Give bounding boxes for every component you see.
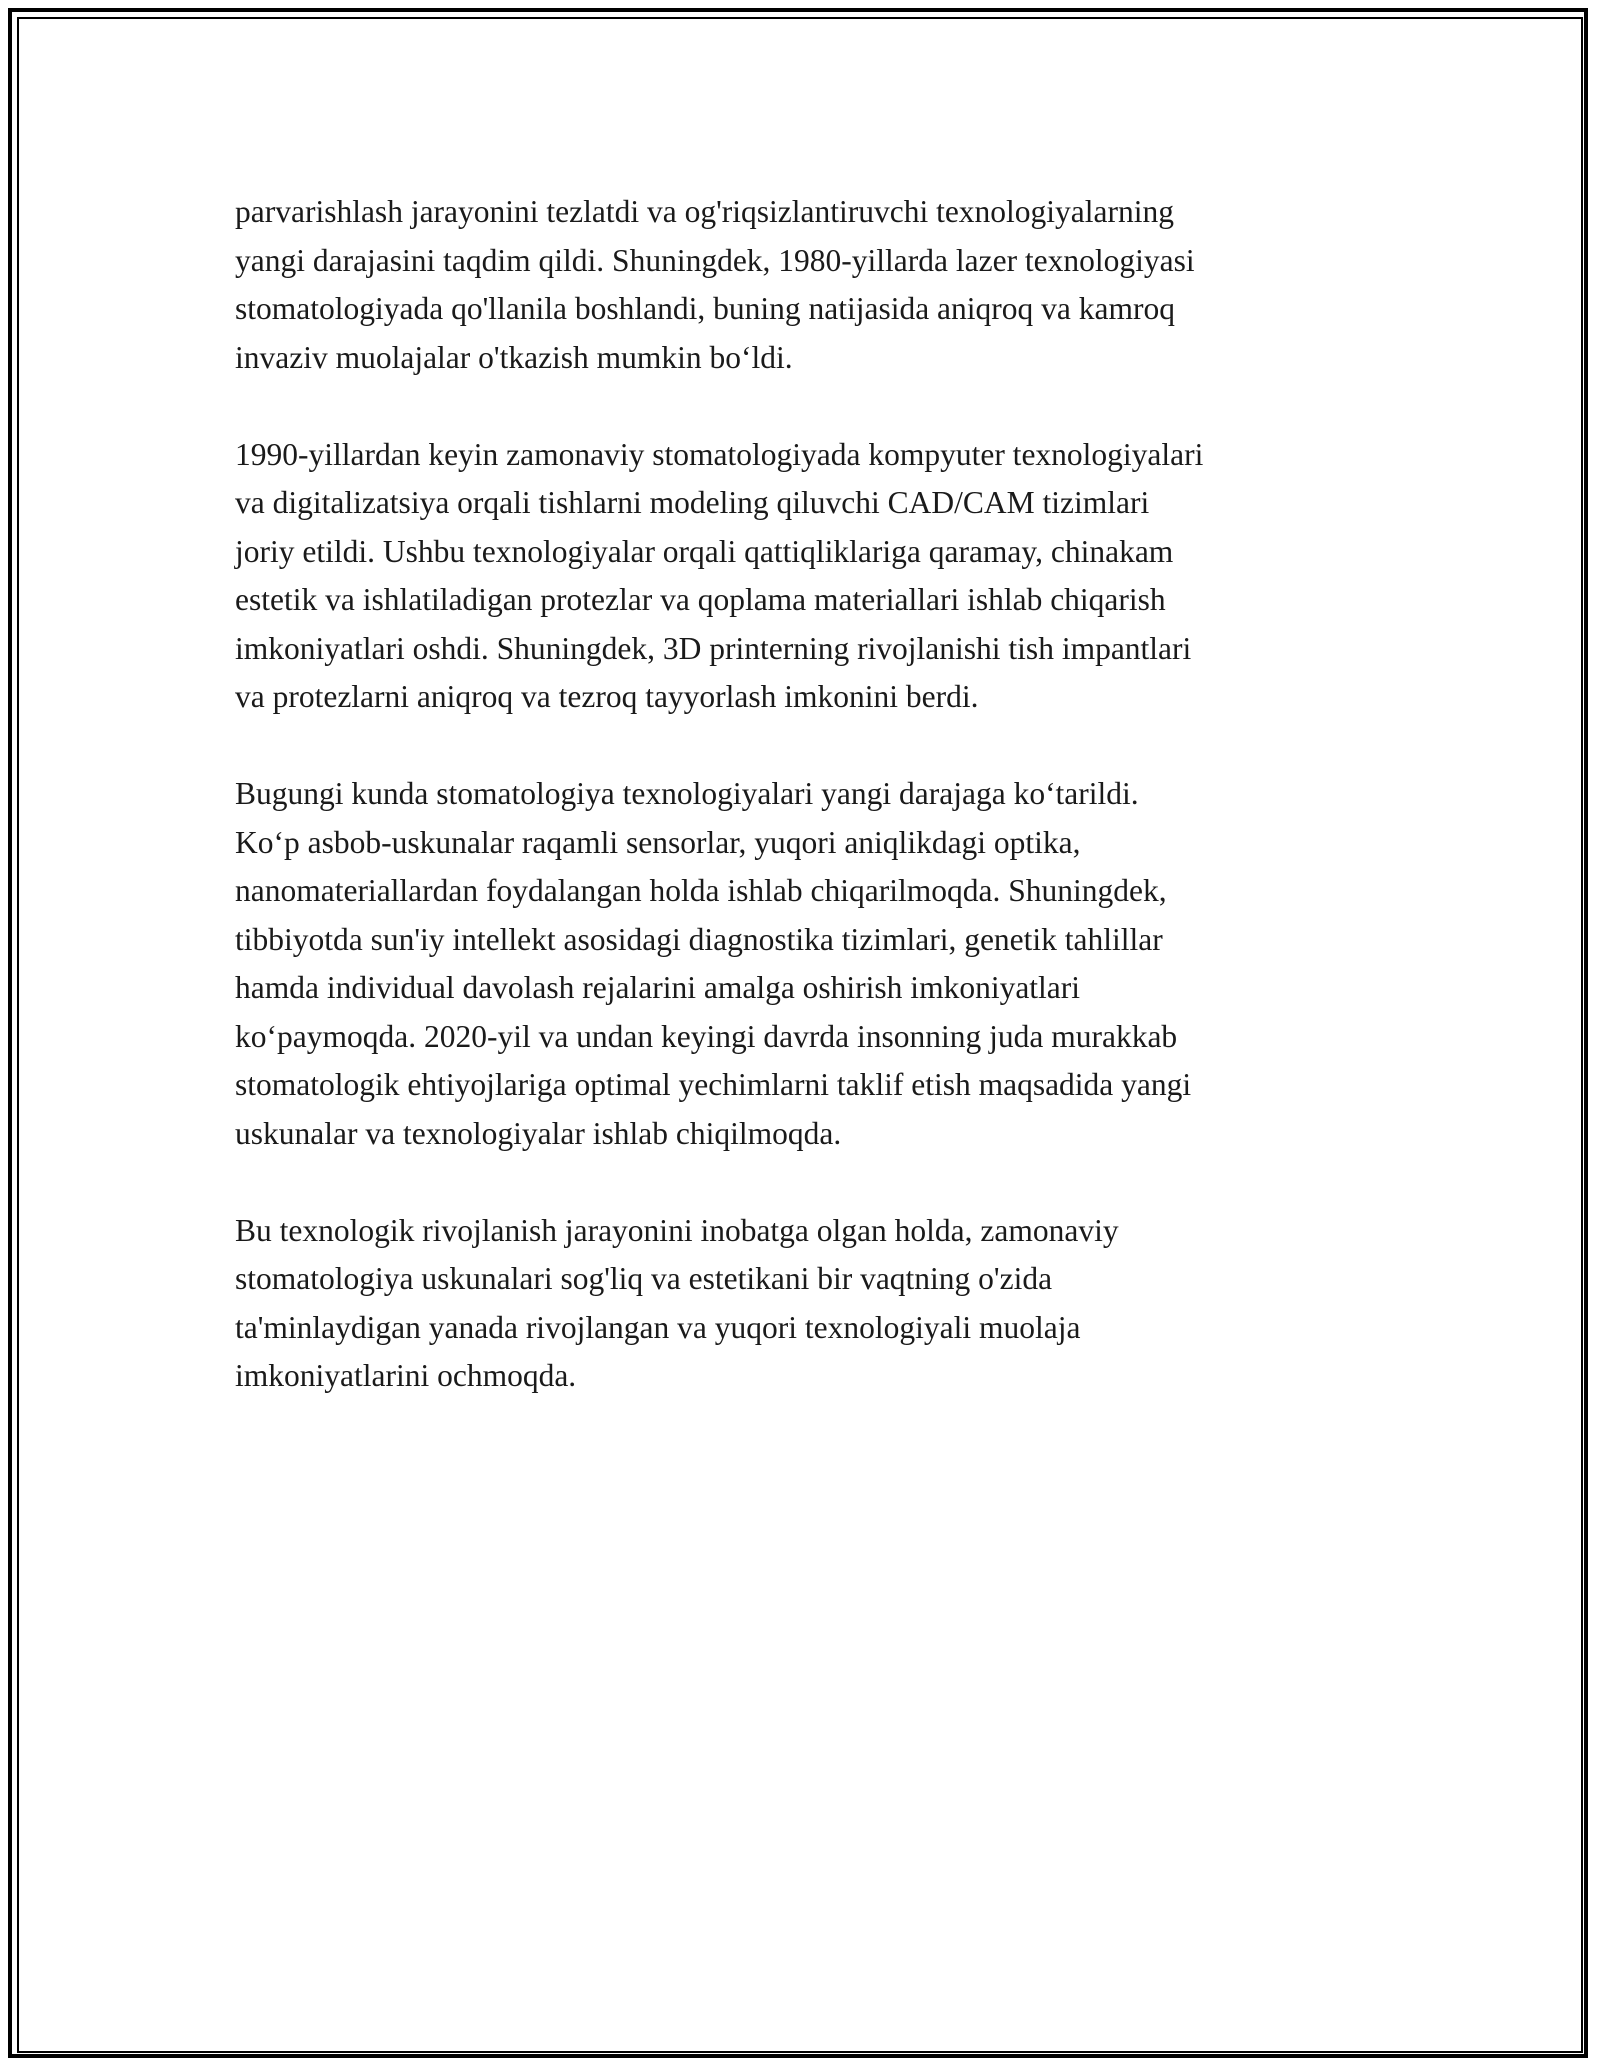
paragraph-spacer xyxy=(235,722,1375,771)
text-line: va protezlarni aniqroq va tezroq tayyorlash imkonini berdi. xyxy=(235,679,979,714)
paragraph-4 xyxy=(235,1207,1375,1401)
text-line: joriy etildi. Ushbu texnologiyalar orqali qattiqliklariga qaramay, chinakam xyxy=(235,533,1174,569)
text-line: Bugungi kunda stomatologiya texnologiyalari yangi darajaga koʻtarildi. xyxy=(235,776,1139,811)
text-line: stomatologiya uskunalari sog'liq va estetikani bir vaqtning o'zida xyxy=(235,1261,1053,1296)
document-body xyxy=(235,188,1375,1401)
text-line: Bu texnologik rivojlanish jarayonini inobatga olgan holda, zamonaviy xyxy=(235,1212,1119,1248)
text-line: hamda individual davolash rejalarini amalga oshirish imkoniyatlari xyxy=(235,970,1081,1005)
text-line: estetik va ishlatiladigan protezlar va qoplama materiallari ishlab chiqarish xyxy=(235,582,1166,617)
paragraph-spacer xyxy=(235,1158,1375,1207)
text-line: nanomateriallardan foydalangan holda ishlab chiqarilmoqda. Shuningdek, xyxy=(235,873,1167,908)
text-line: Koʻp asbob-uskunalar raqamli sensorlar, yuqori aniqlikdagi optika, xyxy=(235,824,1081,860)
text-line: yangi darajasini taqdim qildi. Shuningdek, 1980-yillarda lazer texnologiyasi xyxy=(235,242,1195,278)
paragraph-spacer xyxy=(235,382,1375,431)
text-line: invaziv muolajalar o'tkazish mumkin boʻldi. xyxy=(235,339,793,375)
paragraph-3 xyxy=(235,770,1375,1158)
text-line: va digitalizatsiya orqali tishlarni modeling qiluvchi CAD/CAM tizimlari xyxy=(235,485,1150,520)
paragraph-2 xyxy=(235,431,1375,722)
text-line: tibbiyotda sun'iy intellekt asosidagi diagnostika tizimlari, genetik tahlillar xyxy=(235,921,1163,957)
text-line: parvarishlash jarayonini tezlatdi va og'riqsizlantiruvchi texnologiyalarning xyxy=(235,194,1175,229)
paragraph-1 xyxy=(235,188,1375,382)
text-line: uskunalar va texnologiyalar ishlab chiqilmoqda. xyxy=(235,1115,842,1151)
text-line: imkoniyatlari oshdi. Shuningdek, 3D printerning rivojlanishi tish impantlari xyxy=(235,630,1192,666)
text-line: stomatologik ehtiyojlariga optimal yechimlarni taklif etish maqsadida yangi xyxy=(235,1067,1192,1102)
text-line: ta'minlaydigan yanada rivojlangan va yuqori texnologiyali muolaja xyxy=(235,1309,1081,1345)
text-line: koʻpaymoqda. 2020-yil va undan keyingi davrda insonning juda murakkab xyxy=(235,1018,1178,1054)
text-line: imkoniyatlarini ochmoqda. xyxy=(235,1358,577,1393)
text-line: stomatologiyada qo'llanila boshlandi, buning natijasida aniqroq va kamroq xyxy=(235,291,1175,326)
text-line: 1990-yillardan keyin zamonaviy stomatologiyada kompyuter texnologiyalari xyxy=(235,436,1204,472)
